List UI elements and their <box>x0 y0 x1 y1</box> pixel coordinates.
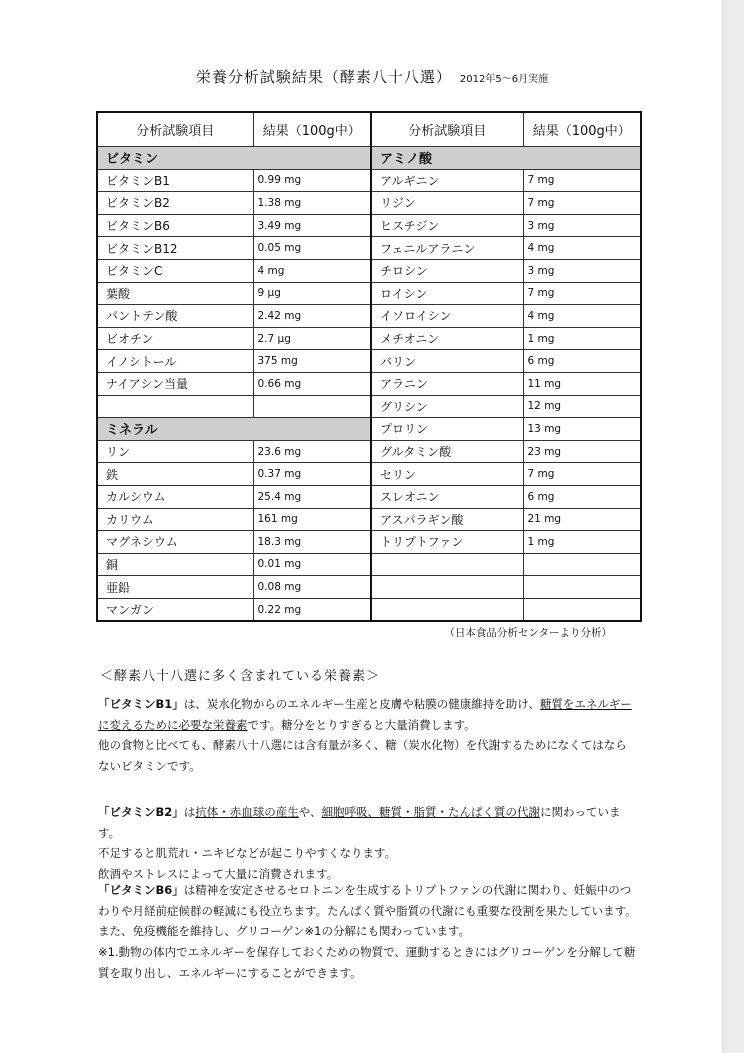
b2-label: 「ビタミンB2」 <box>98 805 184 819</box>
item-value: 23 mg <box>523 440 641 463</box>
item-name: プロリン <box>371 418 523 441</box>
source-note: （日本食品分析センターより分析） <box>444 627 612 639</box>
item-name: トリプトファン <box>371 531 523 554</box>
table-row <box>97 305 641 328</box>
item-value: 3 mg <box>523 259 641 282</box>
item-name: メチオニン <box>371 327 523 350</box>
column-header: 分析試験項目 <box>371 112 523 147</box>
item-name: ビオチン <box>97 327 253 350</box>
table-row <box>97 418 641 441</box>
item-name: ビタミンB1 <box>97 169 253 192</box>
table-row <box>97 282 641 305</box>
item-value: 18.3 mg <box>253 531 371 554</box>
table-row <box>97 485 641 508</box>
item-name: グリシン <box>371 395 523 418</box>
b2-text-2: や、 <box>298 805 322 819</box>
item-name: セリン <box>371 463 523 486</box>
b1-label: 「ビタミンB1」 <box>98 697 184 711</box>
item-value: 11 mg <box>523 372 641 395</box>
item-value: 2.42 mg <box>253 305 371 328</box>
item-value: 13 mg <box>523 418 641 441</box>
table-row <box>97 214 641 237</box>
item-value: 1 mg <box>523 327 641 350</box>
table-row <box>97 192 641 215</box>
item-name: アスパラギン酸 <box>371 508 523 531</box>
item-name: スレオニン <box>371 485 523 508</box>
item-name: パントテン酸 <box>97 305 253 328</box>
item-name: リン <box>97 440 253 463</box>
paragraph-b2 <box>98 802 638 885</box>
item-value: 4 mg <box>523 305 641 328</box>
item-value: 4 mg <box>253 259 371 282</box>
item-name: 葉酸 <box>97 282 253 305</box>
item-value: 4 mg <box>523 237 641 260</box>
table-row <box>97 553 641 576</box>
item-value: 7 mg <box>523 282 641 305</box>
item-name: ビタミンB6 <box>97 214 253 237</box>
item-name: カリウム <box>97 508 253 531</box>
item-value: 7 mg <box>523 169 641 192</box>
item-name: イソロイシン <box>371 305 523 328</box>
item-value: 0.01 mg <box>253 553 371 576</box>
item-name: アラニン <box>371 372 523 395</box>
section-header: ミネラル <box>97 418 371 441</box>
b1-text-1: は、炭水化物からのエネルギー生産と皮膚や粘膜の健康維持を助け、 <box>183 697 540 711</box>
section-heading: ＜酵素八十八選に多く含まれている栄養素＞ <box>100 669 381 684</box>
item-name: 鉄 <box>97 463 253 486</box>
table-row <box>97 350 641 373</box>
item-name: 銅 <box>97 553 253 576</box>
item-value: 1.38 mg <box>253 192 371 215</box>
item-value: 2.7 μg <box>253 327 371 350</box>
item-name: カルシウム <box>97 485 253 508</box>
item-name: ビタミンB2 <box>97 192 253 215</box>
item-value: 0.99 mg <box>253 169 371 192</box>
b2-text-3: に関わっています。 <box>98 805 621 840</box>
b2-line-3: 飲酒やストレスによって大量に消費されます。 <box>98 867 339 882</box>
item-value: 7 mg <box>523 463 641 486</box>
empty-cell <box>371 553 523 576</box>
item-value: 0.66 mg <box>253 372 371 395</box>
item-name: フェニルアラニン <box>371 237 523 260</box>
item-value: 0.08 mg <box>253 576 371 599</box>
b6-text-1: は精神を安定させるセロトニンを生成するトリプトファンの代謝に関わり、妊娠中のつわりや月経前症候群の軽減にも役立ちます。たんぱく質や脂質の代謝にも重要な役割を果たしています。 <box>98 883 637 918</box>
item-value: 3 mg <box>523 214 641 237</box>
empty-cell <box>253 395 371 418</box>
item-value: 25.4 mg <box>253 485 371 508</box>
item-name: ナイアシン当量 <box>97 372 253 395</box>
paragraph-b1 <box>98 694 638 777</box>
item-value: 7 mg <box>523 192 641 215</box>
column-header: 結果（100g中） <box>253 112 371 147</box>
empty-cell <box>523 598 641 621</box>
section-header: アミノ酸 <box>371 147 641 170</box>
item-value: 12 mg <box>523 395 641 418</box>
b1-underlined: 糖質をエネルギーに変えるために必要な栄養素 <box>98 697 632 732</box>
b1-text-2: です。糖分をとりすぎると大量消費します。 <box>247 717 476 732</box>
item-name: バリン <box>371 350 523 373</box>
nutrition-table <box>96 111 642 622</box>
empty-cell <box>523 553 641 576</box>
b2-underlined-1: 抗体・赤血球の産生 <box>195 805 299 819</box>
item-value: 6 mg <box>523 485 641 508</box>
item-name: ヒスチジン <box>371 214 523 237</box>
item-name: ビタミンC <box>97 259 253 282</box>
b1-line-2: 他の食物と比べても、酵素八十八選には含有量が多く、糖（炭水化物）を代謝するためになくてはならないビタミンです。 <box>98 738 627 774</box>
item-value: 0.05 mg <box>253 237 371 260</box>
b6-line-2: また、免疫機能を維持し、グリコーゲン※1の分解にも関わっています。 <box>98 924 470 939</box>
item-name: ロイシン <box>371 282 523 305</box>
table-row <box>97 327 641 350</box>
item-value: 23.6 mg <box>253 440 371 463</box>
table-row <box>97 259 641 282</box>
item-value: 21 mg <box>523 508 641 531</box>
table-row <box>97 372 641 395</box>
item-value: 161 mg <box>253 508 371 531</box>
b2-underlined-2: 細胞呼吸、糖質・脂質・たんぱく質の代謝 <box>321 805 541 819</box>
table-row <box>97 440 641 463</box>
item-value: 3.49 mg <box>253 214 371 237</box>
table-row <box>97 531 641 554</box>
page-subtitle: 2012年5～6月実施 <box>459 74 549 85</box>
item-name: リジン <box>371 192 523 215</box>
item-name: マンガン <box>97 598 253 621</box>
item-value: 6 mg <box>523 350 641 373</box>
table-row <box>97 169 641 192</box>
table-row <box>97 508 641 531</box>
table-row <box>97 395 641 418</box>
b2-text-1: は <box>183 805 196 819</box>
page-title: 栄養分析試験結果（酵素八十八選） <box>195 68 452 86</box>
item-name: ビタミンB12 <box>97 237 253 260</box>
b2-line-2: 不足すると肌荒れ・ニキビなどが起こりやすくなります。 <box>98 846 397 861</box>
section-header: ビタミン <box>97 147 371 170</box>
b6-line-3: ※1.動物の体内でエネルギーを保存しておくための物質で、運動するときにはグリコーゲンを分解して糖質を取り出し、エネルギーにすることができます。 <box>98 945 636 980</box>
column-header: 結果（100g中） <box>523 112 641 147</box>
item-name: グルタミン酸 <box>371 440 523 463</box>
item-value: 0.22 mg <box>253 598 371 621</box>
title-row <box>0 66 744 87</box>
table-header-row <box>97 112 641 147</box>
b6-label: 「ビタミンB6」 <box>98 883 184 897</box>
empty-cell <box>97 395 253 418</box>
empty-cell <box>523 576 641 599</box>
table-row <box>97 147 641 170</box>
empty-cell <box>371 576 523 599</box>
item-name: マグネシウム <box>97 531 253 554</box>
table-row <box>97 576 641 599</box>
item-name: 亜鉛 <box>97 576 253 599</box>
item-value: 375 mg <box>253 350 371 373</box>
empty-cell <box>371 598 523 621</box>
item-value: 0.37 mg <box>253 463 371 486</box>
item-name: アルギニン <box>371 169 523 192</box>
item-value: 9 μg <box>253 282 371 305</box>
item-value: 1 mg <box>523 531 641 554</box>
item-name: チロシン <box>371 259 523 282</box>
table-row <box>97 598 641 621</box>
table-row <box>97 463 641 486</box>
column-header: 分析試験項目 <box>97 112 253 147</box>
table-row <box>97 237 641 260</box>
paragraph-b6 <box>98 880 638 984</box>
item-name: イノシトール <box>97 350 253 373</box>
